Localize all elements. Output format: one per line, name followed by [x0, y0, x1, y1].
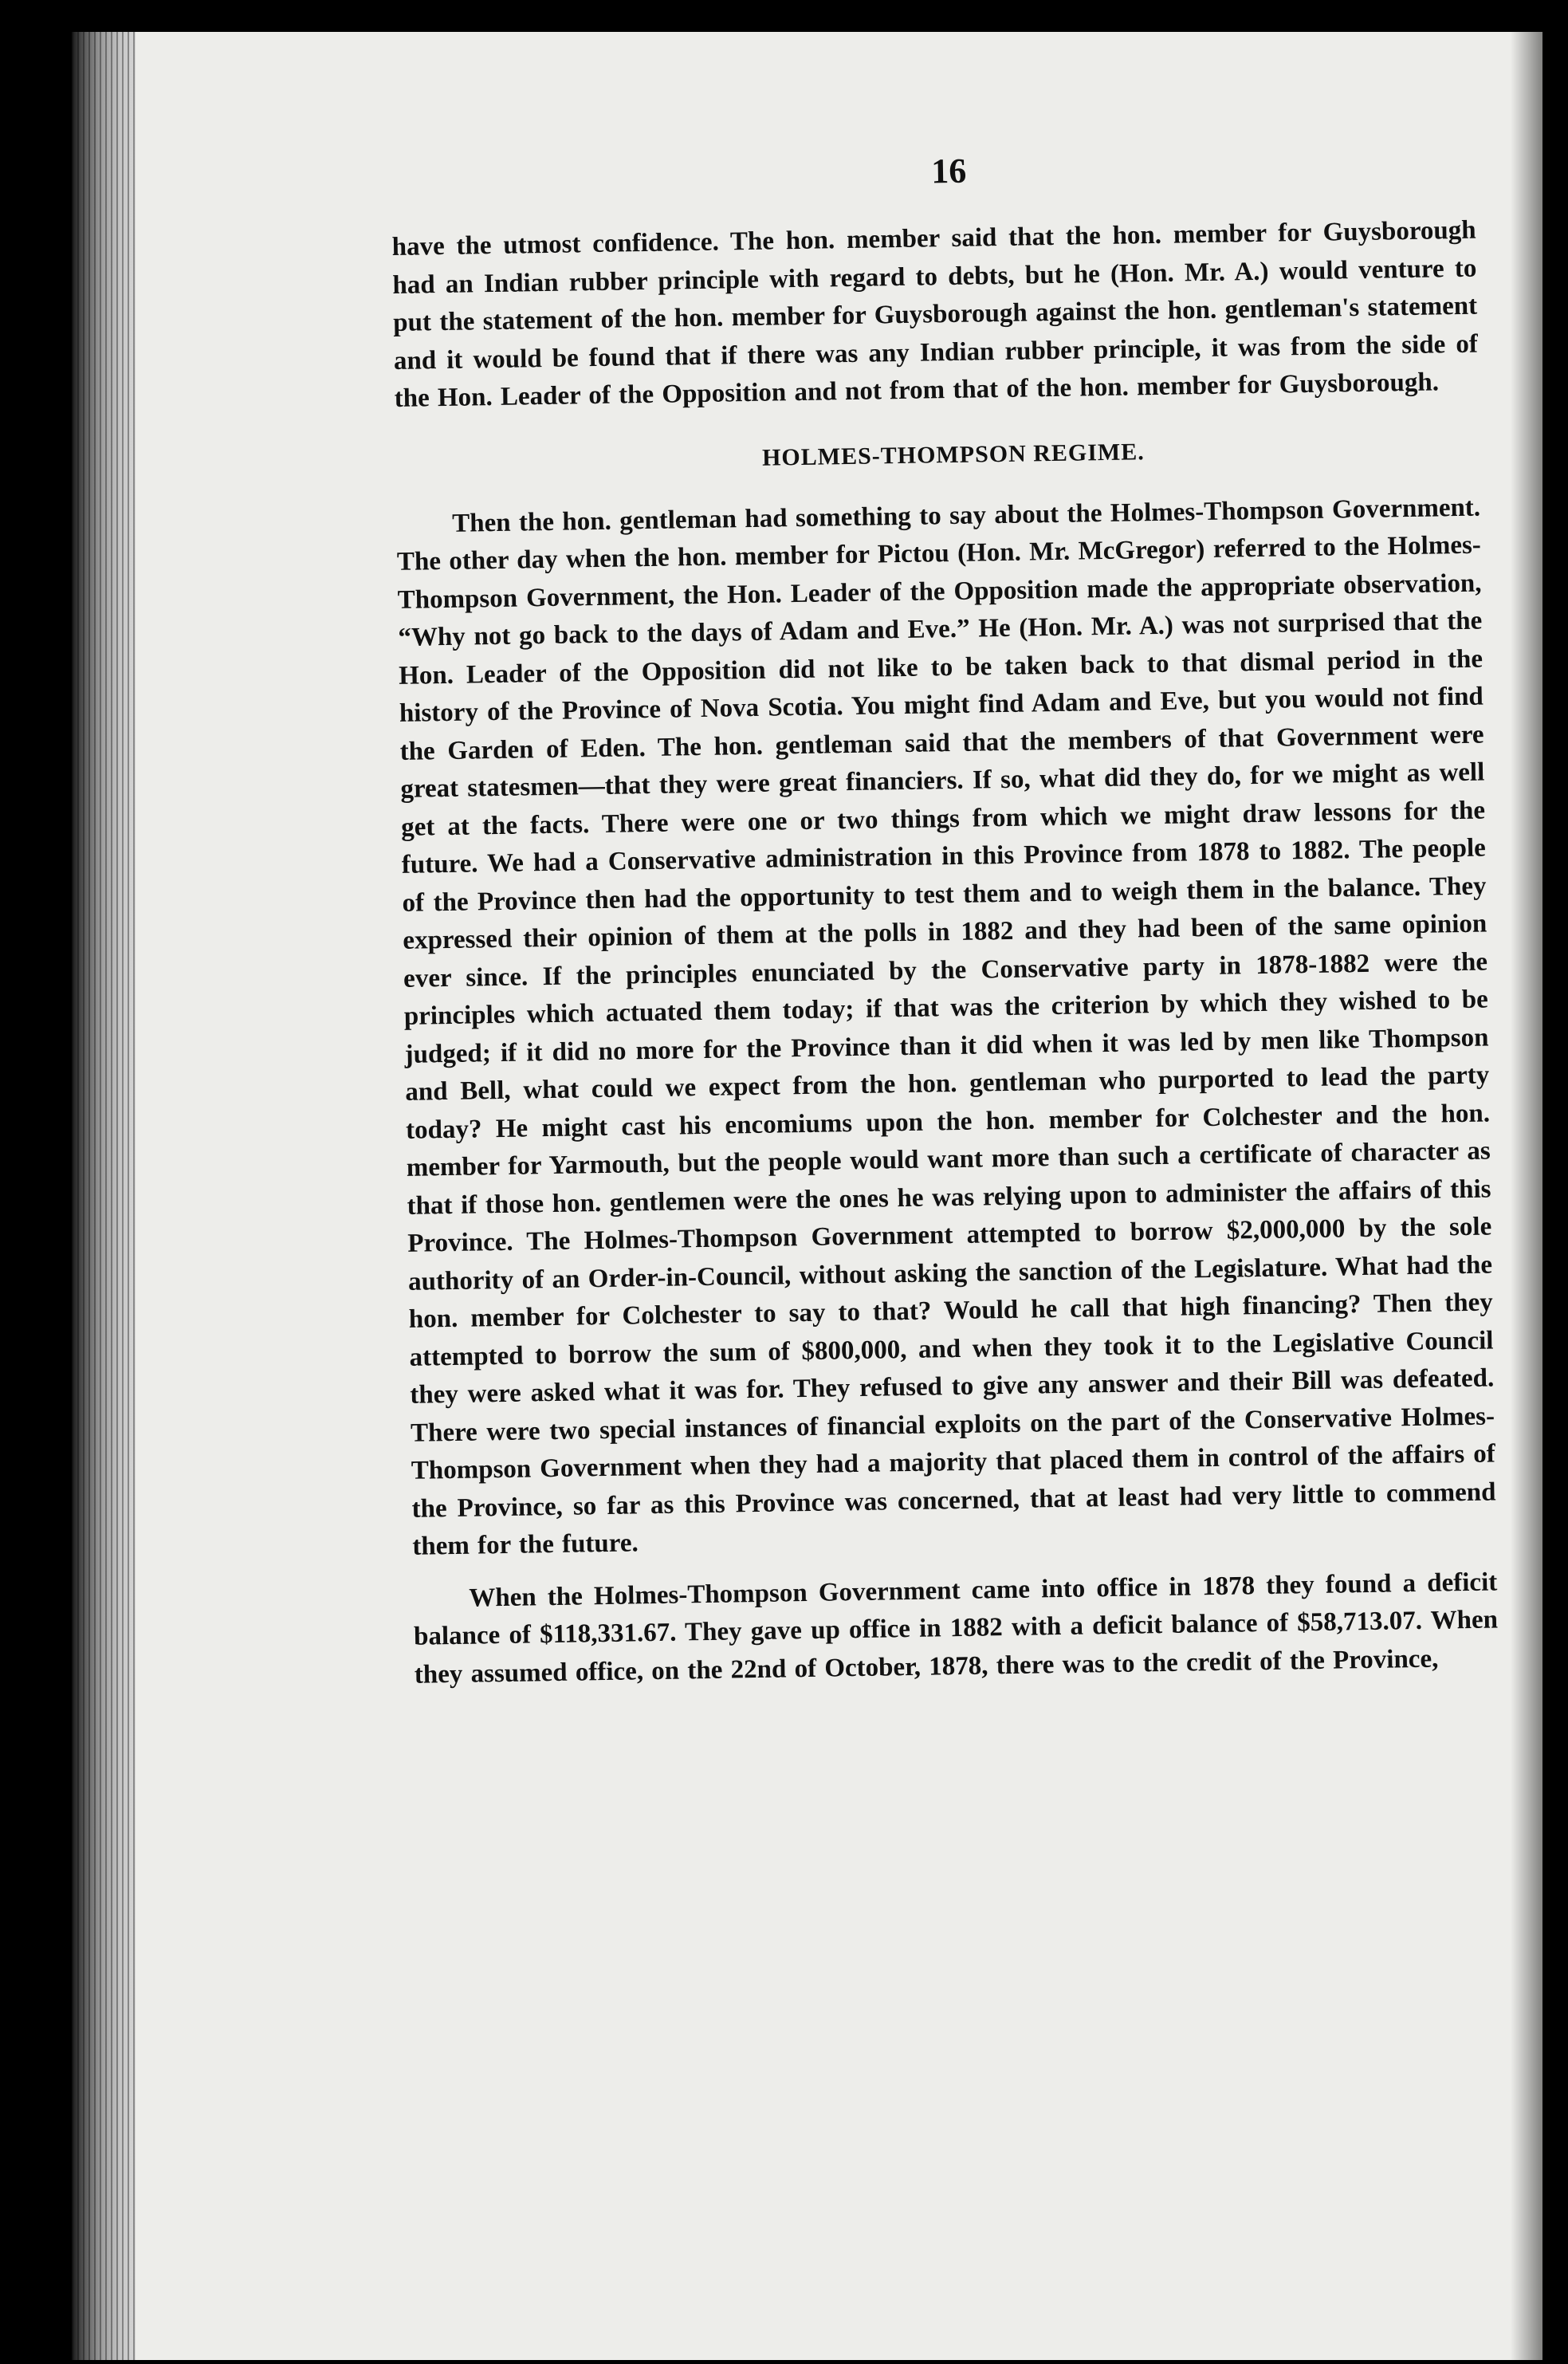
page-content — [391, 143, 1499, 1694]
intro-paragraph — [391, 212, 1479, 419]
page-right-shadow — [1511, 32, 1542, 2360]
section-heading: HOLMES-THOMPSON REGIME. — [761, 438, 1145, 471]
intro-lead-text: have the utmost confidence. — [391, 227, 720, 262]
body-paragraph-2: When the Holmes-Thompson Government came into office in 1878 they found a deficit balance of $118,331.67. They gave up office in 1882 with a deficit balance of $58,713.07. When they assumed office, on the 22nd of October, 1878, there was to the credit of the Province, — [413, 1567, 1499, 1689]
book-binding-edge — [72, 32, 143, 2360]
document-page — [136, 32, 1542, 2360]
body-paragraph-1: Then the hon. gentleman had something to say about the Holmes-Thompson Government. The other day when the hon. member for Pictou (Hon. Mr. McGregor) referred to the Holmes-Thompson Government, the Hon. Leader of the Opposition made the appropriate observation, “Why not go back to the days of Adam and Eve.” He (Hon. Mr. A.) was not surprised that the Hon. Leader of the Opposition did not like to be taken back to that dismal period in the history of the Province of Nova Scotia. You might find Adam and Eve, but you would not find the Garden of Eden. The hon. gentleman said that the members of that Government were great statesmen—that they were great financiers. If so, what did they do, for we might as well get at the facts. There were one or two things from which we might draw lessons for the future. We had a Conservative administration in this Province from 1878 to 1882. The people of the Province then had the opportunity to test them and to weigh them in the balance. They expressed their opinion of them at the polls in 1882 and they had been of the same opinion ever since. If the principles enunciated by the Conservative party in 1878-1882 were the principles which actuated them today; if that was the criterion by which they wished to be judged; if it did no more for the Province than it did when it was led by men like Thompson and Bell, what could we expect from the hon. gentleman who purported to lead the party today? He might cast his encomiums upon the hon. member for Colchester and the hon. member for Yarmouth, but the people would want more than such a certificate of character as that if those hon. gentlemen were the ones he was relying upon to administer the affairs of this Province. The Holmes-Thompson Government attempted to borrow $2,000,000 by the sole authority of an Order-in-Council, without asking the sanction of the Legislature. What had the hon. member for Colchester to say to that? Would he call that high financing? Then they attempted to borrow the sum of $800,000, and when they took it to the Legislative Council they were asked what it was for. They refused to give any answer and their Bill was defeated. There were two special instances of financial exploits on the part of the Conservative Holmes-Thompson Government when they had a majority that placed them in control of the affairs of the Province, so far as this Province was concerned, that at least had very little to commend them for the future. — [396, 493, 1496, 1561]
intro-body-text: The hon. member said that the hon. member for Guysborough had an Indian rubber principle with regard to debts, but he (Hon. Mr. A.) would venture to put the statement of the hon. member for Guysborough against the hon. gentleman's statement and it would be found that if there was any Indian rubber principle, it was from the side of the Hon. Leader of the Opposition and not from that of the hon. member for Guysborough. — [392, 215, 1479, 413]
page-number: 16 — [930, 151, 967, 191]
